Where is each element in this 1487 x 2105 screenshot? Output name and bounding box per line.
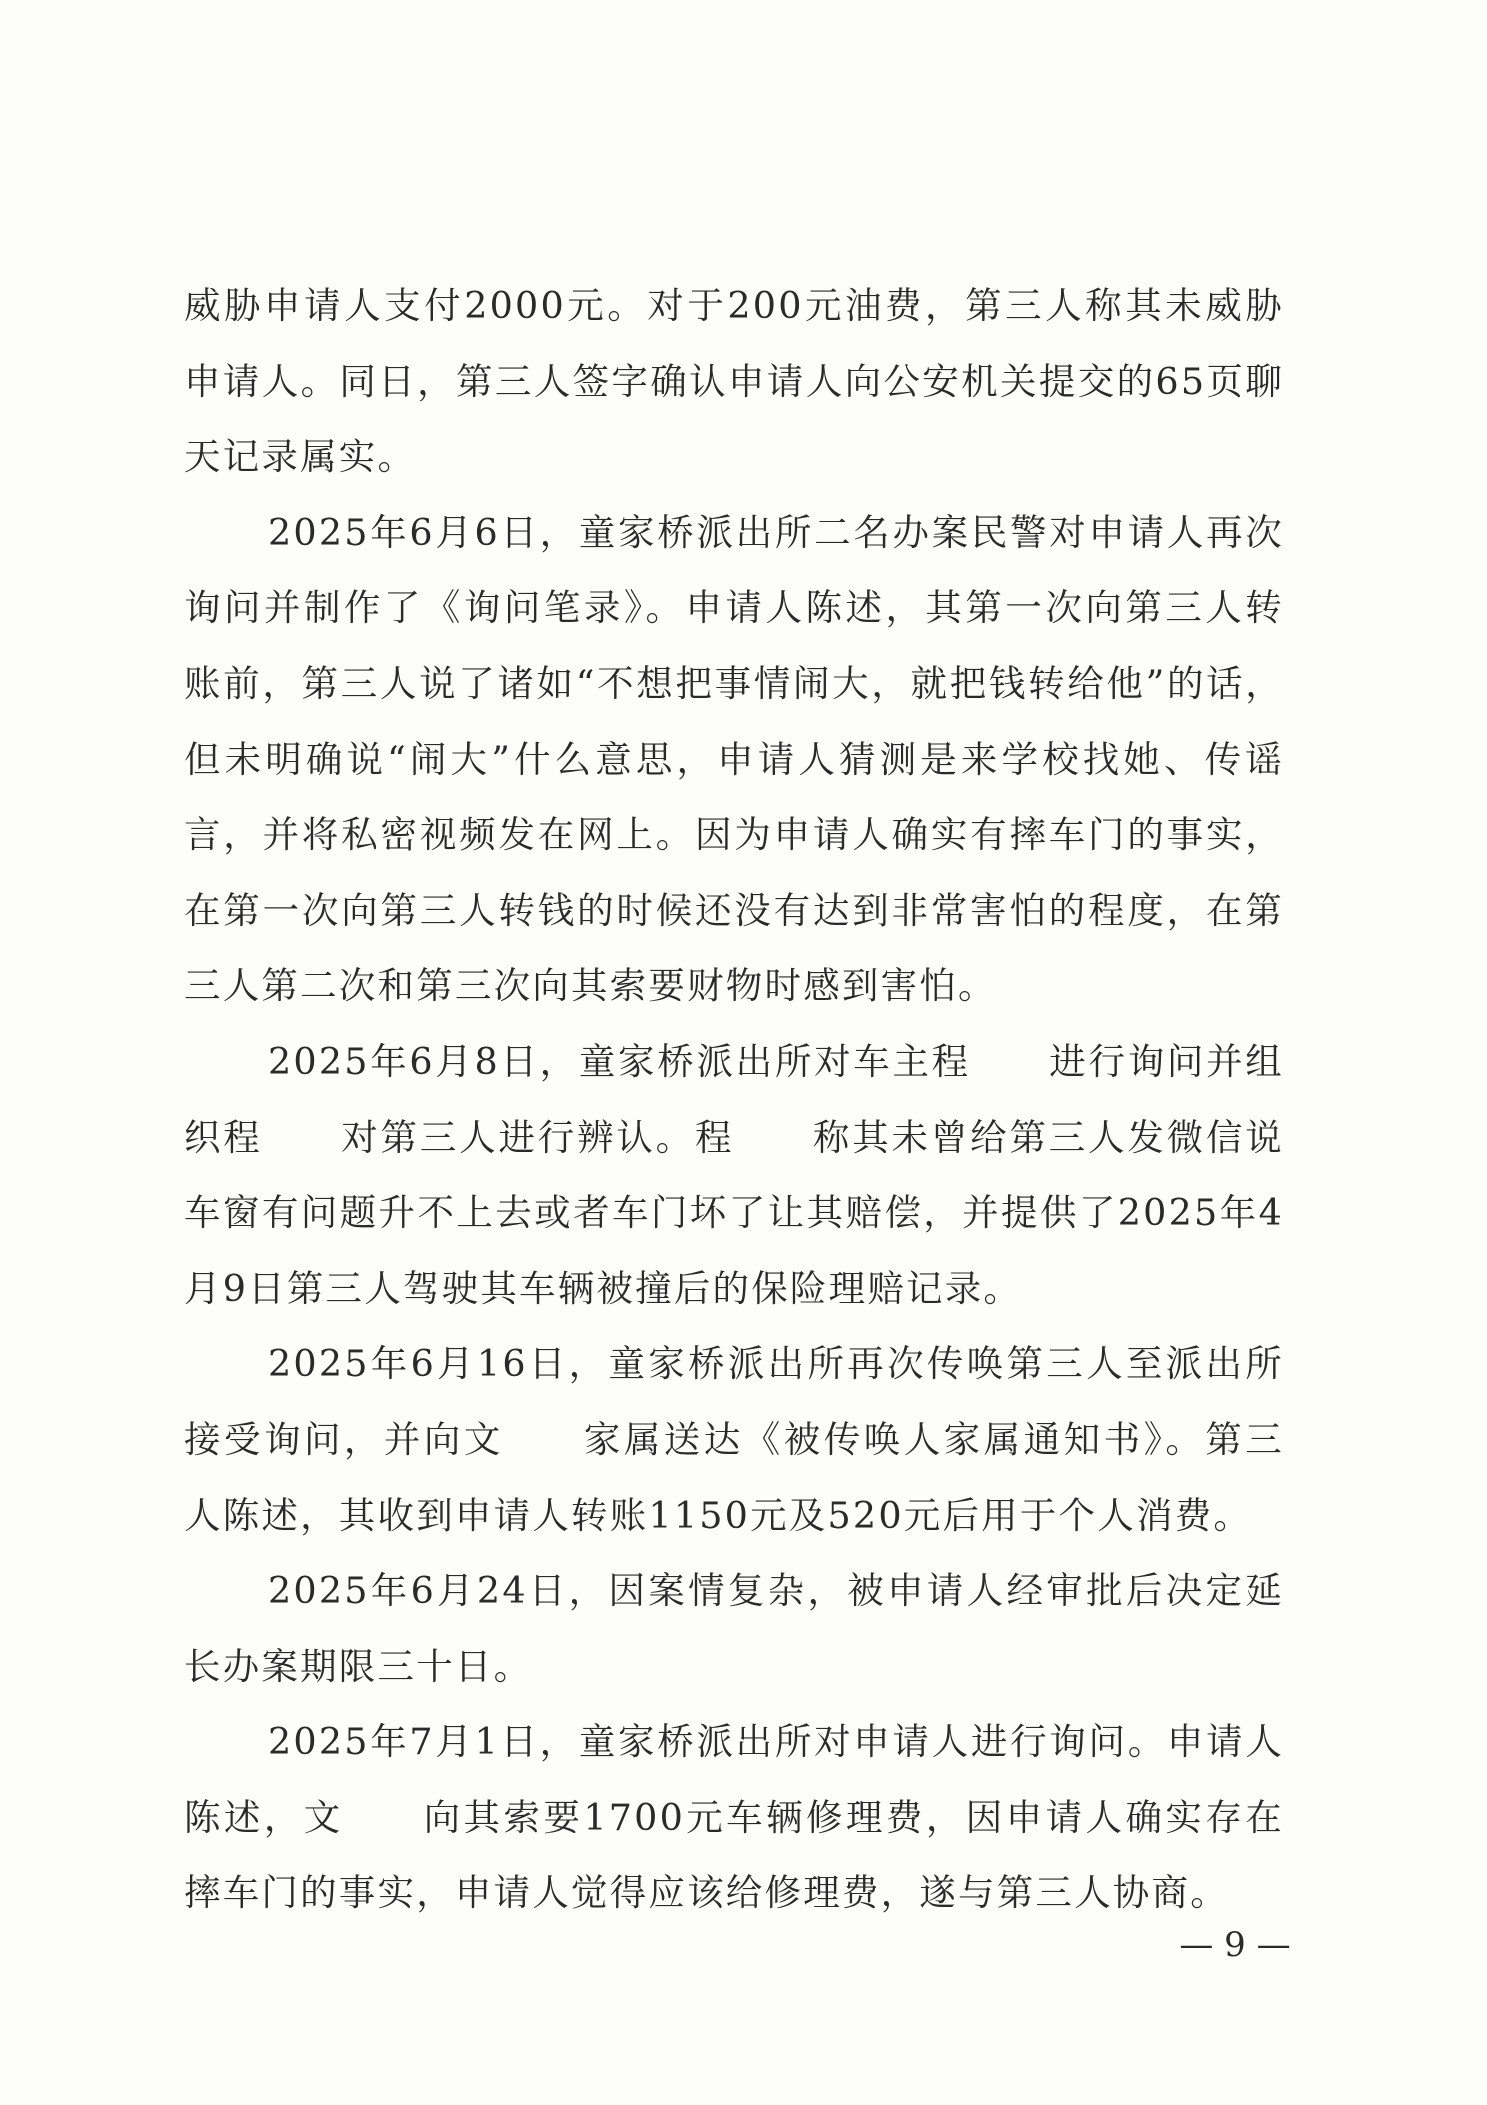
- paragraph-threat-statement: 威胁申请人支付2000元。对于200元油费，第三人称其未威胁申请人。同日，第三人签字确认申请人向公安机关提交的65页聊天记录属实。: [184, 284, 1284, 479]
- paragraph-2025-06-24: 2025年6月24日，因案情复杂，被申请人经审批后决定延长办案期限三十日。: [184, 1569, 1284, 1688]
- paragraph-2025-06-08: 2025年6月8日，童家桥派出所对车主程 进行询问并组织程 对第三人进行辨认。程 称其未曾给第三人发微信说车窗有问题升不上去或者车门坏了让其赔偿，并提供了2025年4月9日第三人驾驶其车辆被撞后的保险理赔记录。: [184, 1039, 1284, 1310]
- paragraph-2025-07-01: 2025年7月1日，童家桥派出所对申请人进行询问。申请人陈述，文 向其索要1700元车辆修理费，因申请人确实存在摔车门的事实，申请人觉得应该给修理费，遂与第三人协商。: [184, 1720, 1284, 1915]
- paragraph-2025-06-16: 2025年6月16日，童家桥派出所再次传唤第三人至派出所接受询问，并向文 家属送达《被传唤人家属通知书》。第三人陈述，其收到申请人转账1150元及520元后用于个人消费。: [184, 1342, 1284, 1537]
- paragraph-2025-06-06: 2025年6月6日，童家桥派出所二名办案民警对申请人再次询问并制作了《询问笔录》。申请人陈述，其第一次向第三人转账前，第三人说了诸如“不想把事情闹大，就把钱转给他”的话，但未明确说“闹大”什么意思，申请人猜测是来学校找她、传谣言，并将私密视频发在网上。因为申请人确实有摔车门的事实，在第一次向第三人转钱的时候还没有达到非常害怕的程度，在第三人第二次和第三次向其索要财物时感到害怕。: [184, 510, 1284, 1008]
- page-number: — 9 —: [1179, 1925, 1291, 1965]
- document-body: [184, 268, 1284, 1931]
